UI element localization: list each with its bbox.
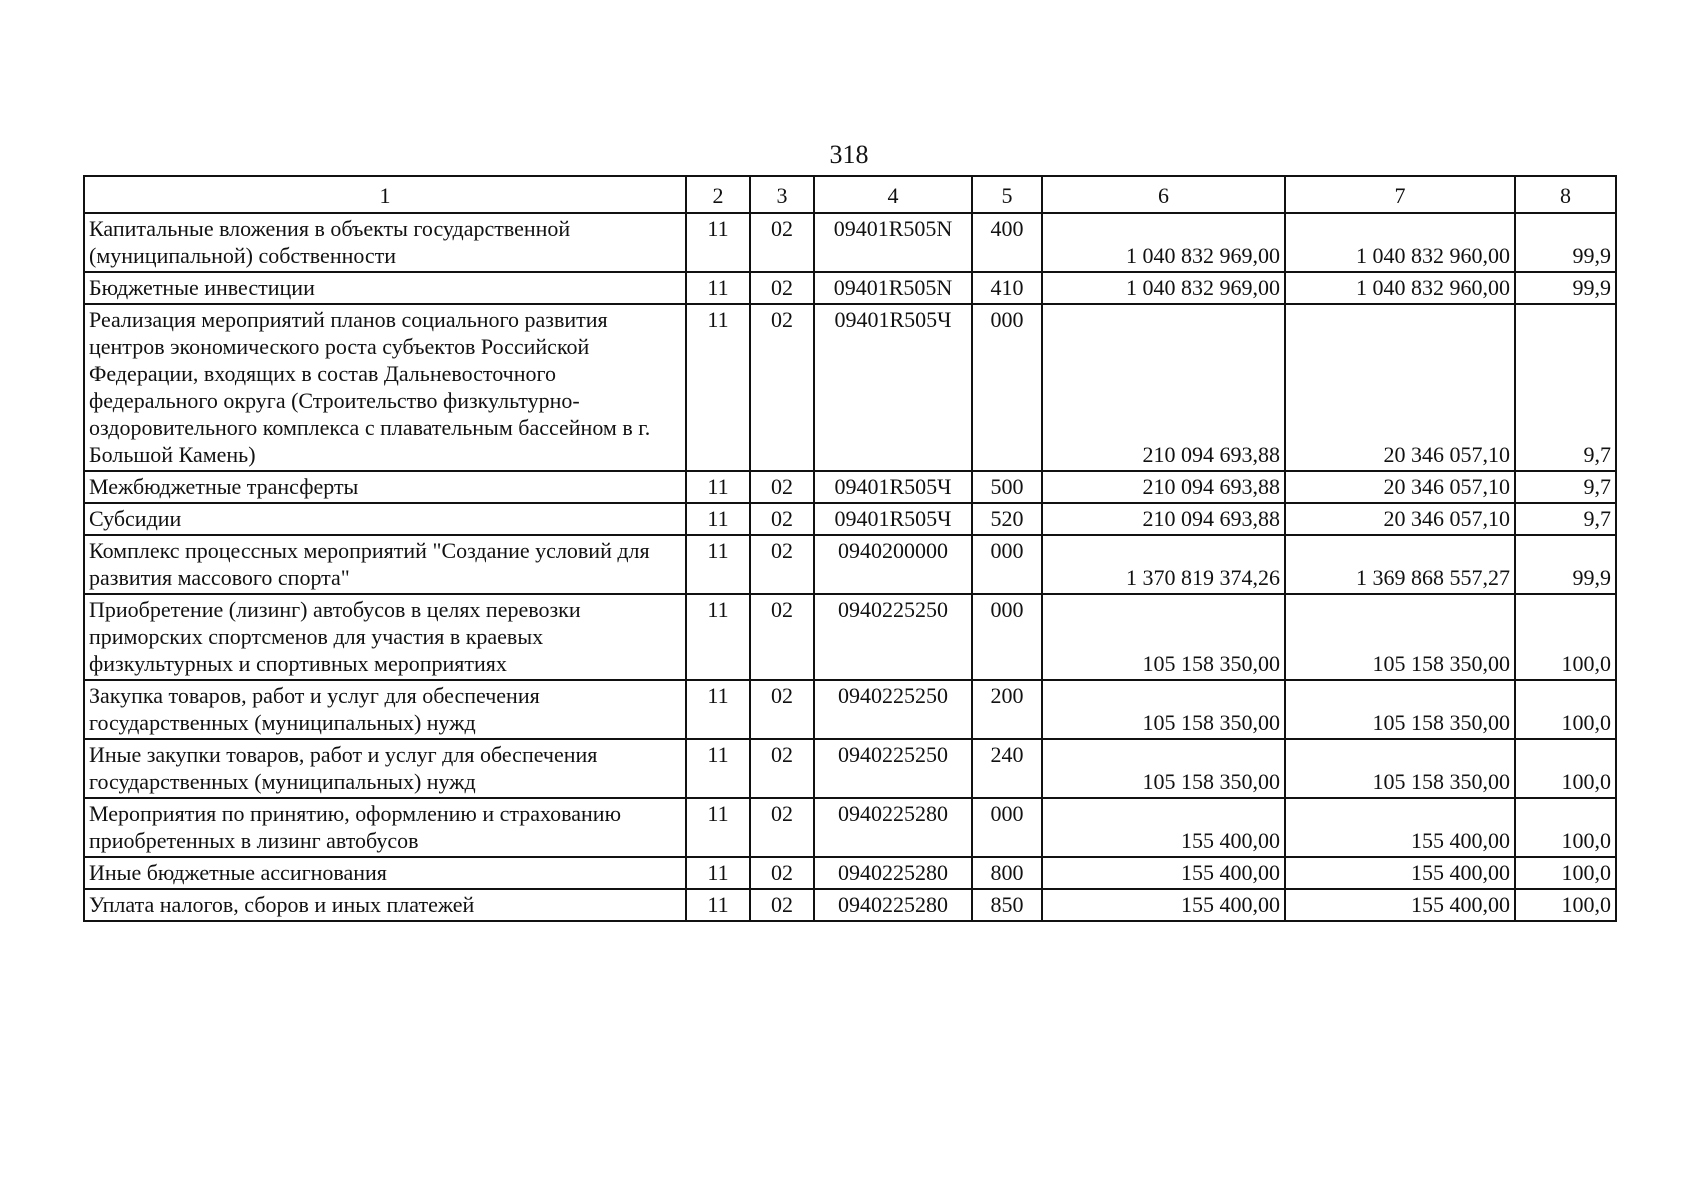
column-header-7: 7 [1285, 176, 1515, 213]
row-section: 11 [686, 739, 750, 798]
row-expense-type: 000 [972, 594, 1042, 680]
column-header-5: 5 [972, 176, 1042, 213]
column-header-6: 6 [1042, 176, 1285, 213]
row-planned-amount: 210 094 693,88 [1042, 304, 1285, 471]
row-executed-amount: 20 346 057,10 [1285, 503, 1515, 535]
row-expense-type: 410 [972, 272, 1042, 304]
table-row [84, 857, 1616, 889]
table-row [84, 889, 1616, 921]
row-section: 11 [686, 471, 750, 503]
row-expense-type: 400 [972, 213, 1042, 272]
column-header-4: 4 [814, 176, 972, 213]
row-name: Приобретение (лизинг) автобусов в целях перевозки приморских спортсменов для участия в краевых физкультурных и спортивных мероприятиях [84, 594, 686, 680]
row-section: 11 [686, 503, 750, 535]
row-section: 11 [686, 304, 750, 471]
row-subsection: 02 [750, 680, 814, 739]
row-planned-amount: 105 158 350,00 [1042, 594, 1285, 680]
row-expense-type: 240 [972, 739, 1042, 798]
row-planned-amount: 155 400,00 [1042, 857, 1285, 889]
row-percent: 9,7 [1515, 503, 1616, 535]
row-expense-type: 200 [972, 680, 1042, 739]
row-target-code: 09401R505N [814, 213, 972, 272]
row-subsection: 02 [750, 857, 814, 889]
row-executed-amount: 105 158 350,00 [1285, 680, 1515, 739]
row-target-code: 09401R505Ч [814, 471, 972, 503]
row-name: Комплекс процессных мероприятий "Создание условий для развития массового спорта" [84, 535, 686, 594]
row-executed-amount: 105 158 350,00 [1285, 594, 1515, 680]
row-executed-amount: 155 400,00 [1285, 889, 1515, 921]
row-name: Уплата налогов, сборов и иных платежей [84, 889, 686, 921]
row-target-code: 09401R505N [814, 272, 972, 304]
row-expense-type: 000 [972, 304, 1042, 471]
row-target-code: 0940225250 [814, 680, 972, 739]
row-executed-amount: 105 158 350,00 [1285, 739, 1515, 798]
table-row [84, 535, 1616, 594]
row-planned-amount: 105 158 350,00 [1042, 739, 1285, 798]
row-subsection: 02 [750, 304, 814, 471]
row-name: Реализация мероприятий планов социального развития центров экономического роста субъектов Российской Федерации, входящих в состав Дальневосточного федерального округа (Строительство физкультурно-оздоровительного комплекса с плавательным бассейном в г. Большой Камень) [84, 304, 686, 471]
row-executed-amount: 155 400,00 [1285, 798, 1515, 857]
row-planned-amount: 1 040 832 969,00 [1042, 272, 1285, 304]
row-planned-amount: 155 400,00 [1042, 889, 1285, 921]
row-executed-amount: 155 400,00 [1285, 857, 1515, 889]
row-subsection: 02 [750, 503, 814, 535]
row-target-code: 0940225280 [814, 857, 972, 889]
row-subsection: 02 [750, 739, 814, 798]
row-name: Иные закупки товаров, работ и услуг для обеспечения государственных (муниципальных) нужд [84, 739, 686, 798]
row-name: Мероприятия по принятию, оформлению и страхованию приобретенных в лизинг автобусов [84, 798, 686, 857]
row-target-code: 0940225280 [814, 798, 972, 857]
row-target-code: 0940225250 [814, 739, 972, 798]
row-expense-type: 850 [972, 889, 1042, 921]
row-percent: 100,0 [1515, 594, 1616, 680]
table-row [84, 272, 1616, 304]
row-name: Межбюджетные трансферты [84, 471, 686, 503]
row-name: Капитальные вложения в объекты государственной (муниципальной) собственности [84, 213, 686, 272]
row-percent: 99,9 [1515, 535, 1616, 594]
row-executed-amount: 1 369 868 557,27 [1285, 535, 1515, 594]
row-section: 11 [686, 535, 750, 594]
row-section: 11 [686, 857, 750, 889]
row-target-code: 0940200000 [814, 535, 972, 594]
header-row [84, 176, 1616, 213]
column-header-8: 8 [1515, 176, 1616, 213]
row-percent: 100,0 [1515, 739, 1616, 798]
row-section: 11 [686, 213, 750, 272]
row-expense-type: 000 [972, 798, 1042, 857]
row-expense-type: 520 [972, 503, 1042, 535]
row-planned-amount: 1 370 819 374,26 [1042, 535, 1285, 594]
row-expense-type: 000 [972, 535, 1042, 594]
page-number: 318 [829, 140, 869, 169]
row-name: Субсидии [84, 503, 686, 535]
row-target-code: 0940225250 [814, 594, 972, 680]
table-row [84, 213, 1616, 272]
row-subsection: 02 [750, 272, 814, 304]
row-section: 11 [686, 594, 750, 680]
column-header-1: 1 [84, 176, 686, 213]
row-executed-amount: 1 040 832 960,00 [1285, 272, 1515, 304]
row-percent: 100,0 [1515, 889, 1616, 921]
row-name: Иные бюджетные ассигнования [84, 857, 686, 889]
table-row [84, 680, 1616, 739]
row-planned-amount: 210 094 693,88 [1042, 471, 1285, 503]
row-percent: 100,0 [1515, 798, 1616, 857]
row-percent: 99,9 [1515, 213, 1616, 272]
row-executed-amount: 1 040 832 960,00 [1285, 213, 1515, 272]
row-subsection: 02 [750, 889, 814, 921]
row-planned-amount: 1 040 832 969,00 [1042, 213, 1285, 272]
row-expense-type: 500 [972, 471, 1042, 503]
row-section: 11 [686, 680, 750, 739]
row-section: 11 [686, 889, 750, 921]
row-subsection: 02 [750, 594, 814, 680]
row-subsection: 02 [750, 471, 814, 503]
table-row [84, 503, 1616, 535]
row-subsection: 02 [750, 798, 814, 857]
table-row [84, 798, 1616, 857]
table-row [84, 594, 1616, 680]
row-subsection: 02 [750, 213, 814, 272]
row-planned-amount: 155 400,00 [1042, 798, 1285, 857]
row-percent: 99,9 [1515, 272, 1616, 304]
row-executed-amount: 20 346 057,10 [1285, 304, 1515, 471]
row-section: 11 [686, 272, 750, 304]
row-executed-amount: 20 346 057,10 [1285, 471, 1515, 503]
table-header [84, 176, 1616, 213]
column-header-2: 2 [686, 176, 750, 213]
row-subsection: 02 [750, 535, 814, 594]
row-percent: 9,7 [1515, 304, 1616, 471]
row-name: Закупка товаров, работ и услуг для обеспечения государственных (муниципальных) нужд [84, 680, 686, 739]
row-name: Бюджетные инвестиции [84, 272, 686, 304]
row-target-code: 09401R505Ч [814, 304, 972, 471]
row-expense-type: 800 [972, 857, 1042, 889]
row-percent: 9,7 [1515, 471, 1616, 503]
table-body [84, 213, 1616, 921]
table-row [84, 739, 1616, 798]
budget-table [83, 175, 1617, 922]
table-row [84, 471, 1616, 503]
row-percent: 100,0 [1515, 680, 1616, 739]
row-percent: 100,0 [1515, 857, 1616, 889]
row-section: 11 [686, 798, 750, 857]
table-row [84, 304, 1616, 471]
column-header-3: 3 [750, 176, 814, 213]
row-planned-amount: 210 094 693,88 [1042, 503, 1285, 535]
row-target-code: 09401R505Ч [814, 503, 972, 535]
row-planned-amount: 105 158 350,00 [1042, 680, 1285, 739]
row-target-code: 0940225280 [814, 889, 972, 921]
